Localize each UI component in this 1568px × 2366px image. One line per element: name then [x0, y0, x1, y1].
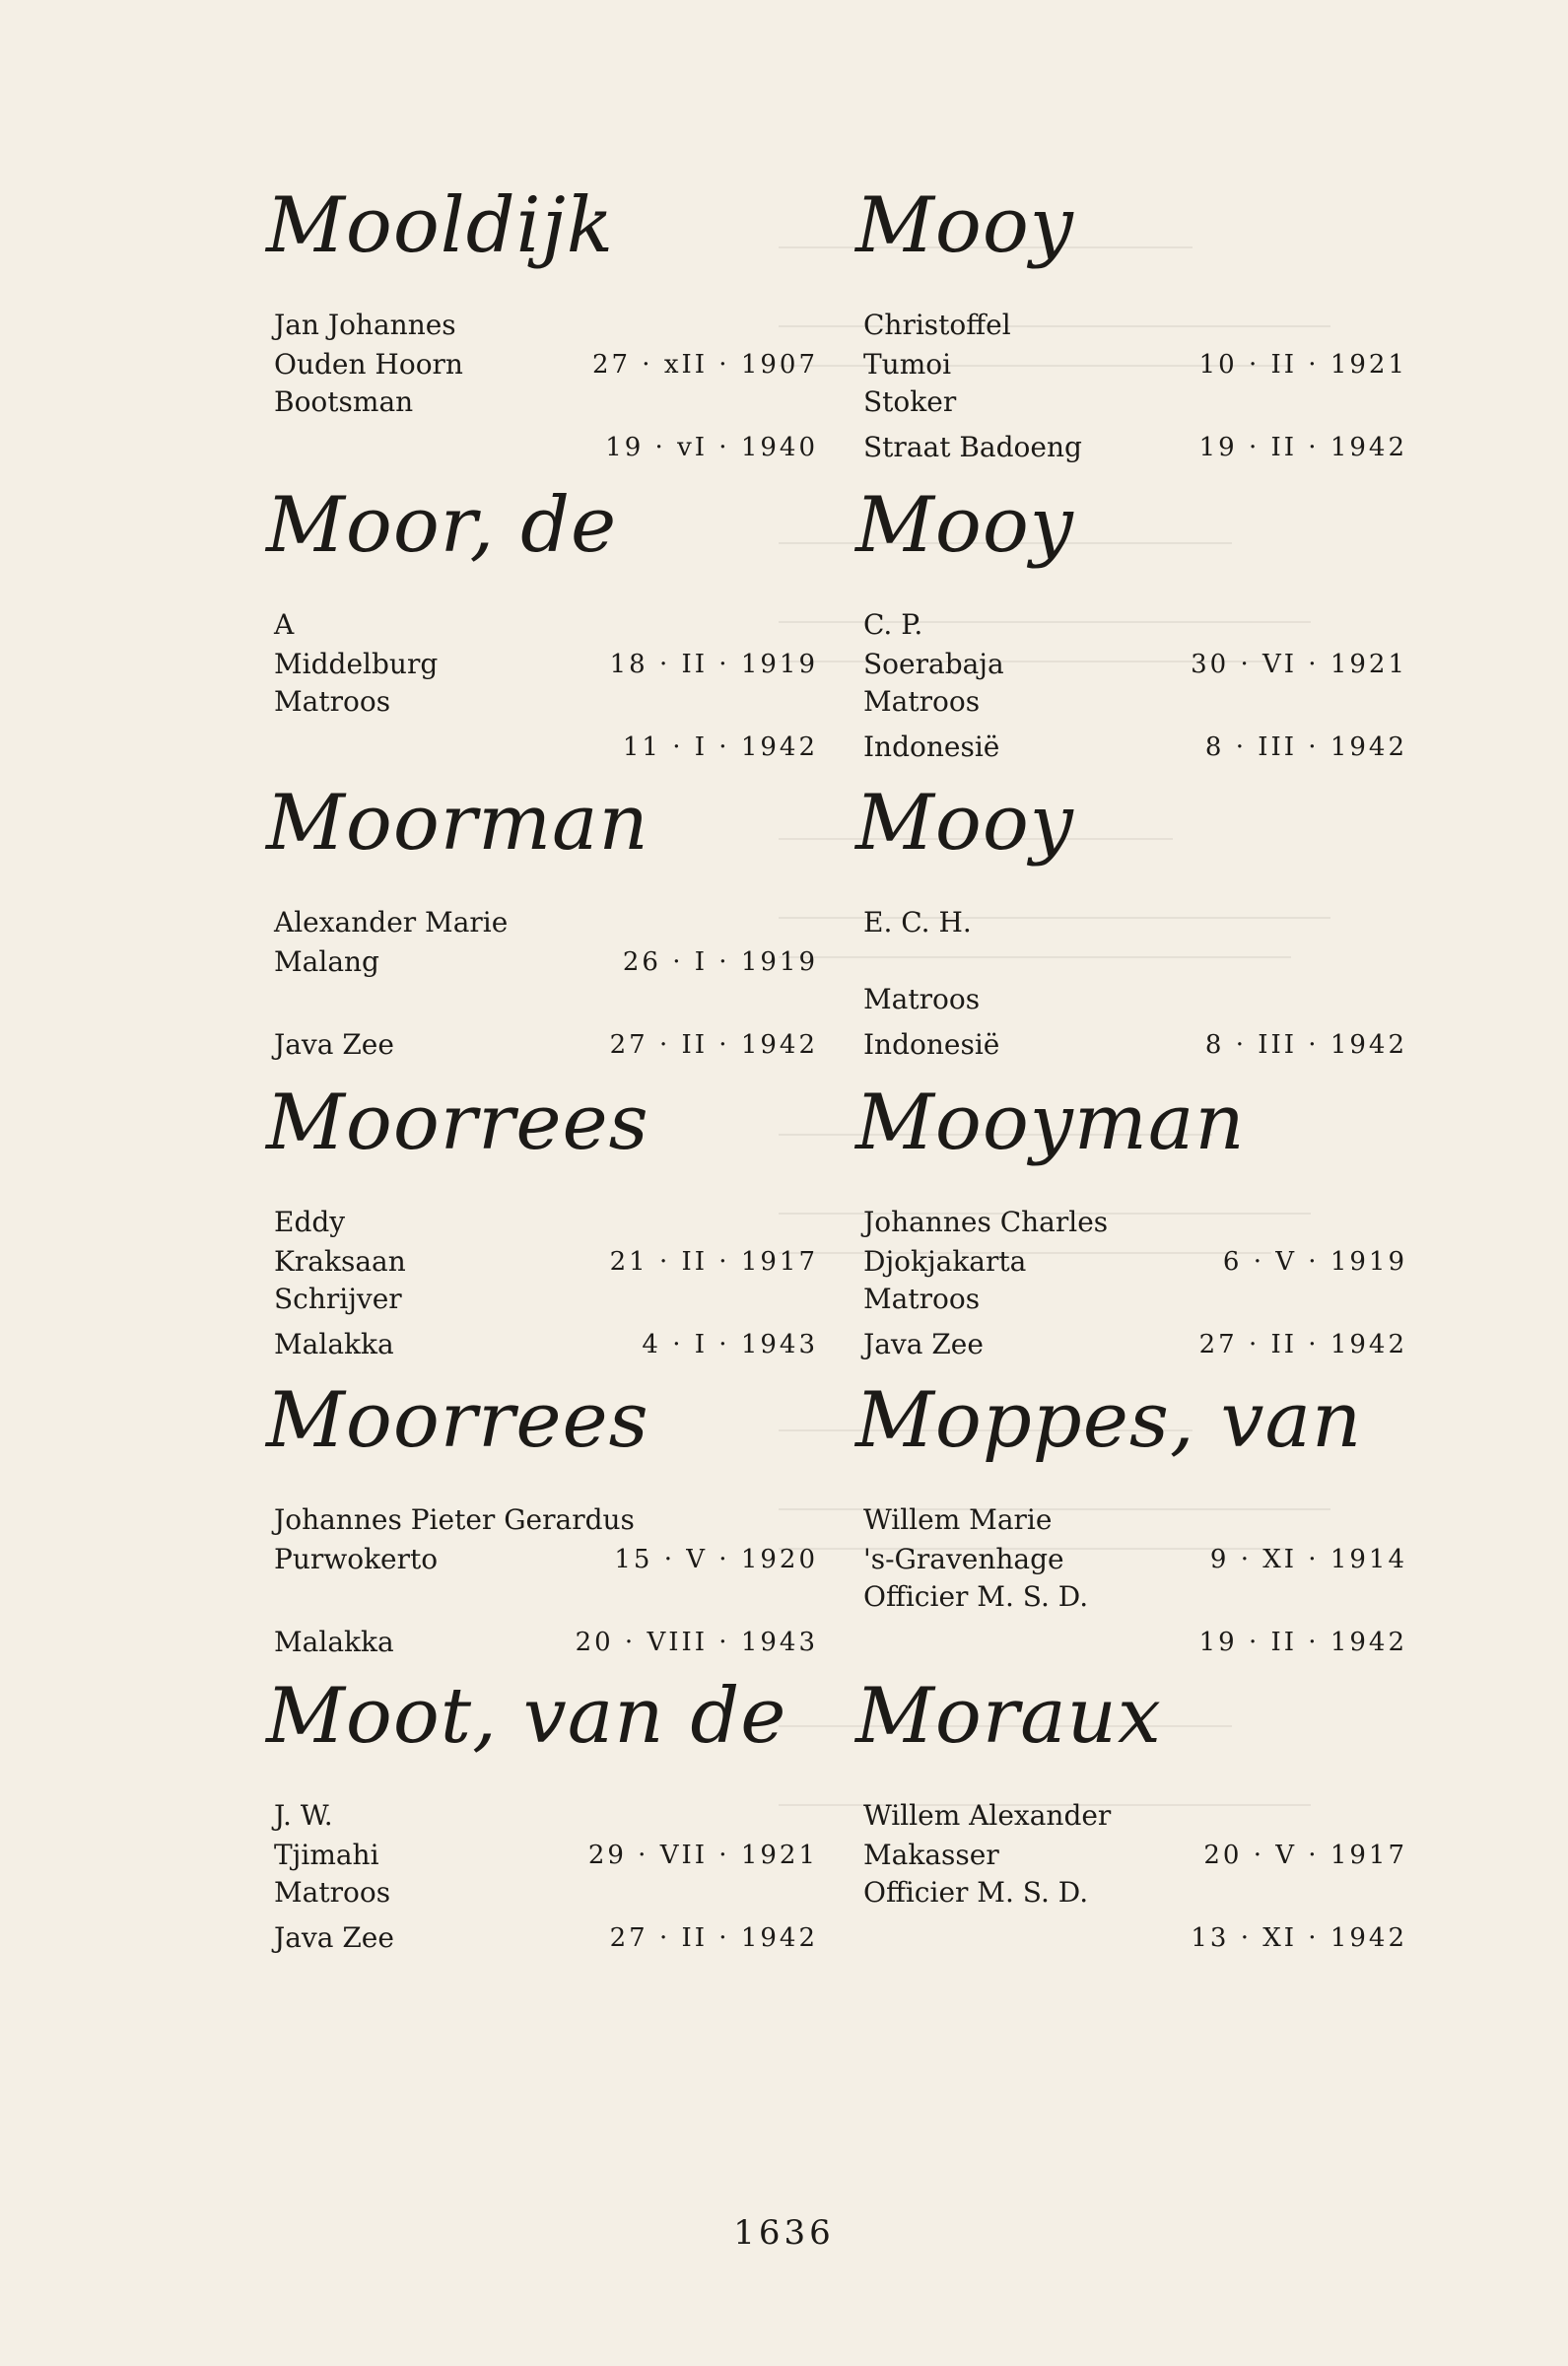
given-names: Johannes Charles	[863, 1206, 1109, 1238]
given-names-line	[274, 903, 818, 942]
given-names: A	[274, 608, 295, 641]
surname: Moorrees	[266, 1376, 649, 1465]
death-date: 19 · II · 1942	[1198, 433, 1407, 462]
death-date: 27 · II · 1942	[609, 1030, 818, 1060]
given-names: Willem Alexander	[863, 1799, 1112, 1832]
rank: Matroos	[274, 685, 391, 718]
death-line	[863, 728, 1407, 767]
death-line	[863, 1918, 1407, 1958]
death-line	[863, 428, 1407, 467]
given-names-line	[274, 1796, 818, 1836]
rank-line	[863, 980, 1407, 1019]
entry-mooy-cp	[855, 481, 1407, 773]
rank: Matroos	[863, 983, 981, 1015]
death-line	[274, 1025, 818, 1065]
death-date: 20 · VIII · 1943	[575, 1628, 818, 1657]
given-names: E. C. H.	[863, 906, 972, 939]
rank: Officier M. S. D.	[863, 1580, 1089, 1613]
surname: Moppes, van	[855, 1376, 1363, 1465]
rank-line	[863, 682, 1407, 722]
birthplace: Purwokerto	[274, 1543, 439, 1575]
entry-moorrees-eddy	[266, 1079, 818, 1370]
birth-line	[863, 942, 1407, 982]
rank: Schrijver	[274, 1283, 402, 1315]
surname: Moorman	[266, 779, 649, 868]
rank-line	[274, 682, 818, 722]
birth-line	[863, 1836, 1407, 1875]
given-names-line	[863, 1500, 1407, 1540]
death-place: Java Zee	[274, 1921, 394, 1954]
birth-line	[274, 645, 818, 684]
surname: Mooy	[855, 779, 1074, 868]
rank-line	[863, 1873, 1407, 1913]
birth-date: 6 · V · 1919	[1222, 1247, 1407, 1277]
birth-line	[274, 1242, 818, 1282]
birthplace: 's-Gravenhage	[863, 1543, 1064, 1575]
surname: Mooy	[855, 181, 1074, 270]
death-date: 4 · I · 1943	[642, 1330, 818, 1359]
given-names: Christoffel	[863, 309, 1011, 341]
death-date: 8 · III · 1942	[1204, 732, 1407, 762]
birthplace: Middelburg	[274, 648, 439, 680]
entry-moor-de	[266, 481, 818, 773]
death-line	[274, 1325, 818, 1364]
page-number: 1636	[733, 2213, 835, 2253]
entry-mooldijk	[266, 181, 818, 473]
birthplace: Tumoi	[863, 348, 952, 381]
death-place: Malakka	[274, 1626, 394, 1658]
surname: Mooldijk	[266, 181, 615, 270]
rank: Matroos	[274, 1876, 391, 1909]
birth-date: 9 · XI · 1914	[1209, 1545, 1407, 1574]
entry-moraux	[855, 1672, 1407, 1964]
death-line	[274, 1918, 818, 1958]
death-place: Malakka	[274, 1328, 394, 1360]
given-names-line	[863, 605, 1407, 645]
death-place: Straat Badoeng	[863, 431, 1082, 463]
entry-moppes-van	[855, 1376, 1407, 1668]
surname: Moorrees	[266, 1079, 649, 1167]
birth-date: 26 · I · 1919	[622, 947, 818, 977]
given-names-line	[274, 1203, 818, 1242]
given-names-line	[274, 1500, 818, 1540]
entry-mooyman	[855, 1079, 1407, 1370]
birth-line	[863, 645, 1407, 684]
rank-line	[863, 383, 1407, 422]
given-names-line	[274, 605, 818, 645]
entry-moorrees-johannes	[266, 1376, 818, 1668]
rank: Matroos	[863, 1283, 981, 1315]
death-date: 13 · XI · 1942	[1191, 1923, 1407, 1953]
surname: Mooy	[855, 481, 1074, 570]
death-date: 27 · II · 1942	[609, 1923, 818, 1953]
entry-moorman	[266, 779, 818, 1071]
birth-line	[274, 1836, 818, 1875]
given-names: Willem Marie	[863, 1503, 1053, 1536]
rank-line	[274, 1577, 818, 1617]
given-names-line	[274, 306, 818, 345]
given-names-line	[863, 903, 1407, 942]
death-line	[863, 1623, 1407, 1662]
surname: Moor, de	[266, 481, 618, 570]
birth-date: 20 · V · 1917	[1203, 1841, 1407, 1870]
death-date: 11 · I · 1942	[622, 732, 818, 762]
birth-line	[863, 1540, 1407, 1579]
given-names-line	[863, 1796, 1407, 1836]
death-line	[863, 1025, 1407, 1065]
birth-line	[863, 345, 1407, 384]
surname: Moot, van de	[266, 1672, 787, 1761]
entry-mooy-ech	[855, 779, 1407, 1071]
birth-date: 29 · VII · 1921	[587, 1841, 818, 1870]
rank-line	[863, 1280, 1407, 1319]
rank-line	[274, 1280, 818, 1319]
birth-line	[274, 942, 818, 982]
given-names: J. W.	[274, 1799, 333, 1832]
birth-line	[274, 1540, 818, 1579]
given-names: Eddy	[274, 1206, 346, 1238]
death-line	[863, 1325, 1407, 1364]
death-date: 8 · III · 1942	[1204, 1030, 1407, 1060]
death-place: Indonesië	[863, 731, 1000, 763]
birthplace: Tjimahi	[274, 1839, 379, 1871]
rank: Stoker	[863, 385, 957, 418]
birth-date: 10 · II · 1921	[1198, 350, 1407, 380]
rank: Matroos	[863, 685, 981, 718]
entry-moot-van-de	[266, 1672, 818, 1964]
surname: Mooyman	[855, 1079, 1246, 1167]
rank-line	[863, 1577, 1407, 1617]
rank-line	[274, 980, 818, 1019]
given-names: C. P.	[863, 608, 923, 641]
birth-line	[274, 345, 818, 384]
given-names: Alexander Marie	[274, 906, 509, 939]
rank-line	[274, 1873, 818, 1913]
rank: Bootsman	[274, 385, 414, 418]
death-date: 19 · II · 1942	[1198, 1628, 1407, 1657]
given-names: Jan Johannes	[274, 309, 456, 341]
death-place: Java Zee	[274, 1028, 394, 1061]
birthplace: Kraksaan	[274, 1245, 406, 1278]
given-names: Johannes Pieter Gerardus	[274, 1503, 635, 1536]
birth-date: 27 · xII · 1907	[591, 350, 818, 380]
birthplace: Djokjakarta	[863, 1245, 1027, 1278]
rank: Officier M. S. D.	[863, 1876, 1089, 1909]
death-date: 19 · vI · 1940	[605, 433, 818, 462]
given-names-line	[863, 306, 1407, 345]
rank-line	[274, 383, 818, 422]
death-date: 27 · II · 1942	[1198, 1330, 1407, 1359]
birthplace: Ouden Hoorn	[274, 348, 463, 381]
death-line	[274, 728, 818, 767]
birth-date: 15 · V · 1920	[614, 1545, 818, 1574]
death-place: Java Zee	[863, 1328, 984, 1360]
birthplace: Makasser	[863, 1839, 999, 1871]
birth-date: 30 · VI · 1921	[1191, 650, 1407, 679]
birth-line	[863, 1242, 1407, 1282]
birth-date: 18 · II · 1919	[609, 650, 818, 679]
birth-date: 21 · II · 1917	[609, 1247, 818, 1277]
surname: Moraux	[855, 1672, 1162, 1761]
death-line	[274, 428, 818, 467]
birthplace: Malang	[274, 945, 379, 978]
death-line	[274, 1623, 818, 1662]
death-place: Indonesië	[863, 1028, 1000, 1061]
entry-mooy-christoffel	[855, 181, 1407, 473]
birthplace: Soerabaja	[863, 648, 1004, 680]
given-names-line	[863, 1203, 1407, 1242]
